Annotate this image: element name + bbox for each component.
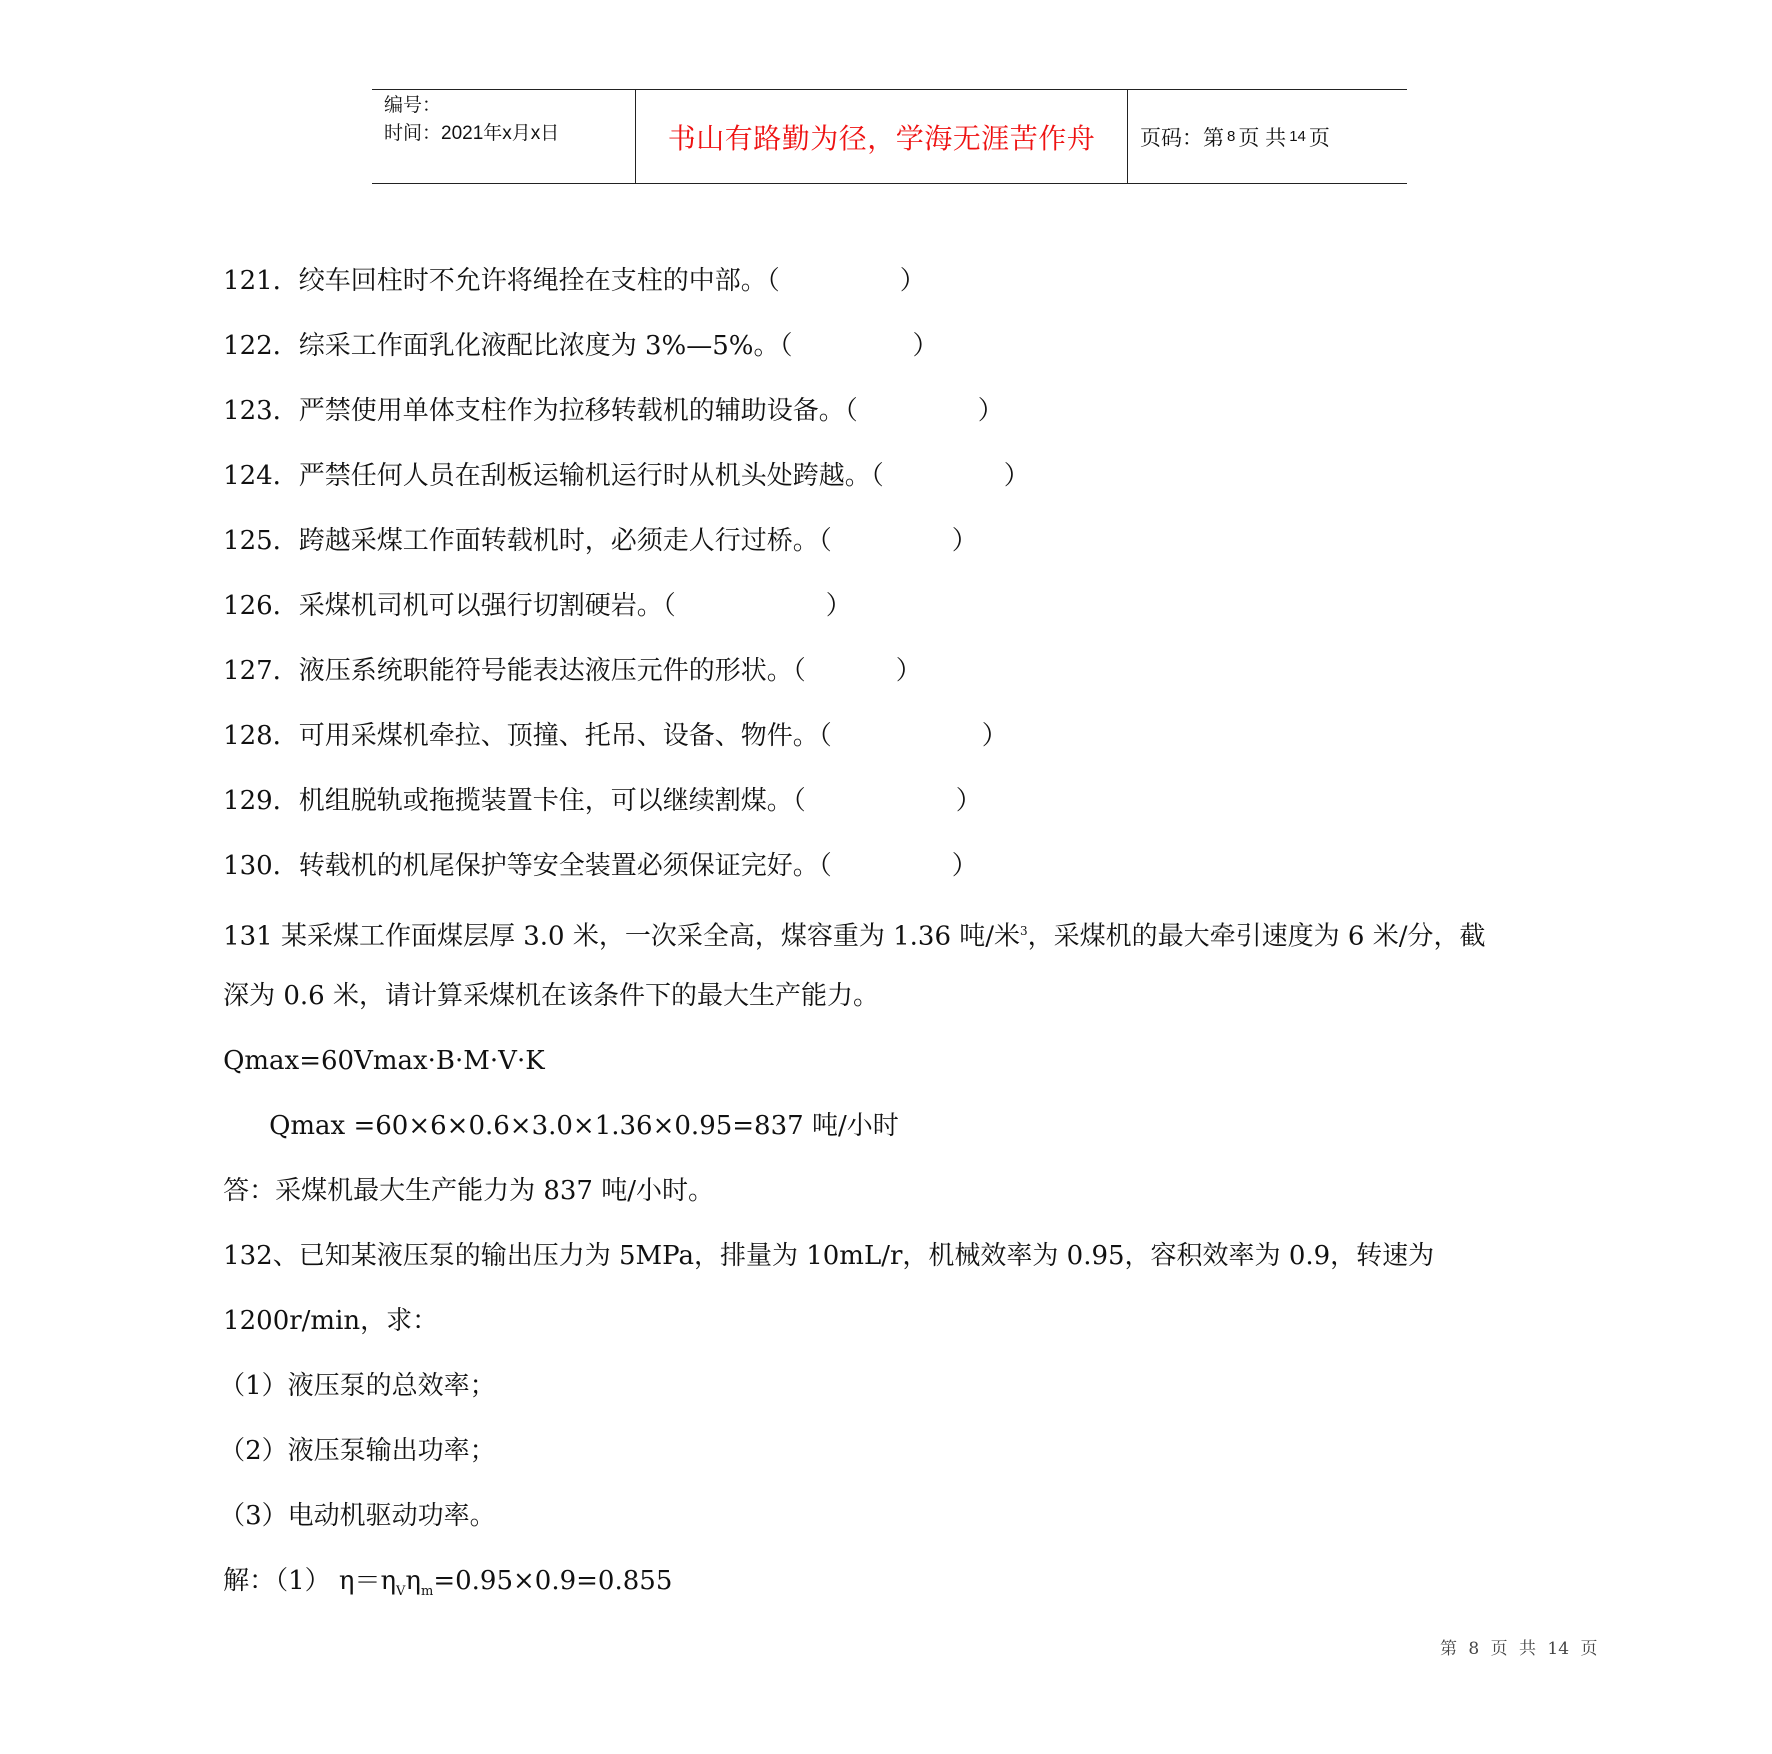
page-prefix: 页码：第: [1140, 126, 1224, 150]
answer-paren-close: ）: [951, 851, 978, 881]
footer-page-number: 第 8 页 共 14 页: [1440, 1639, 1598, 1659]
superscript: 3: [1020, 924, 1028, 938]
answer-paren-close: ）: [955, 786, 982, 816]
question-text: 130．转载机的机尾保护等安全装置必须保证完好。（: [223, 851, 832, 881]
answer-paren-close: ）: [951, 526, 978, 556]
question-text: 129．机组脱轨或拖揽装置卡住，可以继续割煤。（: [223, 786, 806, 816]
serial-label: 编号：: [384, 95, 442, 116]
answer-paren-close: ）: [981, 721, 1008, 751]
question-text: 124．严禁任何人员在刮板运输机运行时从机头处跨越。（: [223, 461, 884, 491]
time-label: 时间：2021年x月x日: [384, 123, 560, 144]
question-text: 123．严禁使用单体支柱作为拉移转载机的辅助设备。（: [223, 396, 858, 426]
page-total: 14: [1289, 128, 1306, 145]
question-text: 128．可用采煤机牵拉、顶撞、托吊、设备、物件。（: [223, 721, 832, 751]
sub-item-text: （3）电动机驱动功率。: [219, 1501, 496, 1531]
answer-paren-close: ）: [912, 331, 939, 361]
page-footer: [1440, 1634, 1597, 1659]
header-page-cell: [1128, 90, 1407, 183]
question-text: 132、已知某液压泵的输出压力为 5MPa，排量为 10mL/r，机械效率为 0.95，容积效率为 0.9，转速为: [223, 1241, 1435, 1271]
question-text: 125．跨越采煤工作面转载机时，必须走人行过桥。（: [223, 526, 832, 556]
answer-paren-close: ）: [1003, 461, 1030, 491]
solution-text: 解：（1） η＝η: [223, 1566, 397, 1596]
subscript: m: [421, 1584, 434, 1600]
answer-paren-close: ）: [977, 396, 1004, 426]
question-text: ，采煤机的最大牵引速度为 6 米/分，截: [1027, 921, 1486, 952]
calculation-text: Qmax =60×6×0.6×3.0×1.36×0.95=837 吨/小时: [269, 1111, 899, 1141]
formula-text: Qmax=60Vmax·B·M·V·K: [223, 1046, 545, 1076]
question-text: 1200r/min，求：: [223, 1306, 439, 1336]
sub-item-text: （2）液压泵输出功率；: [219, 1436, 496, 1466]
question-text: 122．综采工作面乳化液配比浓度为 3%—5%。（: [223, 331, 793, 361]
question-text: 121．绞车回柱时不允许将绳拴在支柱的中部。（: [223, 266, 780, 296]
subscript: V: [396, 1584, 406, 1600]
question-text: 127．液压系统职能符号能表达液压元件的形状。（: [223, 656, 806, 686]
answer-text: 答：采煤机最大生产能力为 837 吨/小时。: [223, 1176, 714, 1206]
page-mid: 页 共: [1238, 126, 1287, 150]
question-text: 126．采煤机司机可以强行切割硬岩。（: [223, 591, 676, 621]
motto-text: 书山有路勤为径，学海无涯苦作舟: [667, 122, 1096, 154]
page-suffix: 页: [1308, 126, 1330, 150]
page-current: 8: [1227, 128, 1236, 145]
page-header: [372, 89, 1407, 184]
question-text: 131 某采煤工作面煤层厚 3.0 米，一次采全高，煤容重为 1.36 吨/米: [223, 921, 1021, 952]
header-meta-cell: [372, 90, 636, 183]
solution-line: [190, 1527, 672, 1646]
answer-paren-close: ）: [899, 266, 926, 296]
answer-paren-close: ）: [825, 591, 852, 621]
question-text: 深为 0.6 米，请计算采煤机在该条件下的最大生产能力。: [223, 981, 879, 1011]
solution-text: =0.95×0.9=0.855: [433, 1566, 673, 1596]
header-motto-cell: [636, 90, 1128, 183]
solution-text: η: [405, 1566, 421, 1596]
sub-item-text: （1）液压泵的总效率；: [219, 1371, 496, 1401]
answer-paren-close: ）: [895, 656, 922, 686]
